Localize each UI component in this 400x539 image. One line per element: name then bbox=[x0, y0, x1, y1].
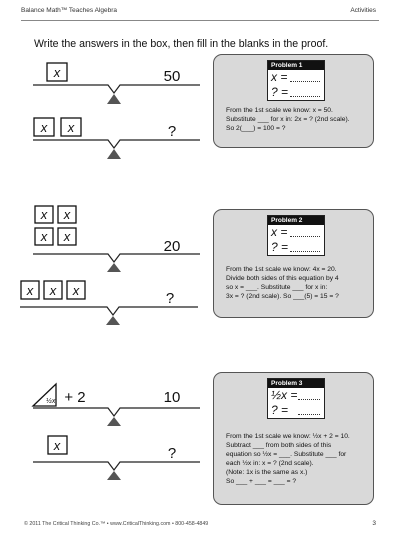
proof-line: each ½x in: x = ? (2nd scale). bbox=[226, 460, 314, 467]
answer-box bbox=[267, 60, 325, 101]
proof-line: Subtract ___ from both sides of this bbox=[226, 442, 332, 449]
header-section: Activities bbox=[350, 7, 376, 14]
x-block-label: x bbox=[63, 207, 71, 222]
x-block-label: x bbox=[63, 229, 71, 244]
balance-beam bbox=[33, 140, 200, 148]
balance-beam bbox=[33, 85, 200, 93]
proof-text bbox=[226, 432, 367, 486]
proof-line: From the 1st scale we know: x = 50. bbox=[226, 107, 333, 114]
x-block-label: x bbox=[49, 283, 57, 298]
problem-title: Problem 3 bbox=[268, 379, 324, 388]
x-block-label: x bbox=[40, 120, 48, 135]
balance-beam bbox=[33, 462, 200, 470]
answer-row-x[interactable]: x = bbox=[268, 70, 324, 85]
answer-row-q[interactable]: ? = bbox=[268, 85, 324, 100]
fulcrum bbox=[107, 417, 121, 426]
x-block-label: x bbox=[53, 65, 61, 80]
problem-title: Problem 2 bbox=[268, 216, 324, 225]
fulcrum bbox=[107, 149, 121, 159]
x-block-label: x bbox=[72, 283, 80, 298]
proof-line: From the 1st scale we know: ½x + 2 = 10. bbox=[226, 433, 350, 440]
instructions: Write the answers in the box, then fill in the blanks in the proof. bbox=[34, 38, 329, 50]
half-x-label: ½x bbox=[46, 398, 56, 405]
x-block-label: x bbox=[67, 120, 75, 135]
page-number: 3 bbox=[372, 520, 376, 527]
proof-line: Divide both sides of this equation by 4 bbox=[226, 275, 339, 282]
proof-line: equation so ½x = ___. Substitute ___ for bbox=[226, 451, 347, 458]
balance-beam bbox=[20, 307, 198, 315]
proof-line: so x = ___. Substitute ___ for x in: bbox=[226, 284, 328, 291]
proof-line: Substitute ___ for x in: 2x = ? (2nd scale). bbox=[226, 116, 350, 123]
proof-text bbox=[226, 106, 367, 133]
header-divider bbox=[21, 20, 379, 21]
fulcrum bbox=[107, 263, 121, 272]
footer-copyright: © 2011 The Critical Thinking Co.™ • www.CriticalThinking.com • 800-458-4849 bbox=[24, 521, 209, 527]
x-block-label: x bbox=[26, 283, 34, 298]
proof-text bbox=[226, 265, 367, 301]
problem-3-scale-2 bbox=[0, 433, 225, 503]
fulcrum bbox=[107, 94, 121, 104]
balance-beam bbox=[33, 254, 200, 262]
answer-box bbox=[267, 215, 325, 256]
right-pan-value: 20 bbox=[163, 238, 181, 255]
proof-line: So ___ + ___ = ___ = ? bbox=[226, 478, 297, 485]
x-block-label: x bbox=[53, 438, 61, 453]
right-pan-value: ? bbox=[167, 123, 177, 140]
problem-2-scale-1 bbox=[0, 203, 225, 273]
problem-title: Problem 1 bbox=[268, 61, 324, 70]
balance-beam bbox=[33, 408, 200, 416]
proof-line: From the 1st scale we know: 4x = 20. bbox=[226, 266, 337, 273]
answer-row-q[interactable]: ? = bbox=[268, 240, 324, 255]
fulcrum bbox=[106, 316, 120, 325]
header-title: Balance Math™ Teaches Algebra bbox=[21, 7, 117, 14]
problem-1-scale-2 bbox=[0, 113, 225, 183]
fulcrum bbox=[107, 471, 121, 480]
right-pan-value: ? bbox=[167, 445, 177, 462]
right-pan-value: 10 bbox=[163, 389, 181, 406]
problem-1-panel bbox=[213, 54, 374, 148]
answer-row-q[interactable]: ? = bbox=[268, 403, 324, 418]
problem-2-scale-2 bbox=[0, 278, 225, 348]
answer-row-half-x[interactable]: ½x = bbox=[268, 388, 324, 403]
answer-row-x[interactable]: x = bbox=[268, 225, 324, 240]
x-block-label: x bbox=[40, 207, 48, 222]
proof-line: (Note: 1x is the same as x.) bbox=[226, 469, 308, 476]
plus-constant: + 2 bbox=[64, 389, 86, 406]
right-pan-value: ? bbox=[165, 290, 175, 307]
answer-box bbox=[267, 378, 325, 419]
x-block-label: x bbox=[40, 229, 48, 244]
problem-2-panel bbox=[213, 209, 374, 318]
proof-line: 3x = ? (2nd scale). So ___(5) = 15 = ? bbox=[226, 293, 339, 300]
problem-3-panel bbox=[213, 372, 374, 505]
proof-line: So 2(___) = 100 = ? bbox=[226, 125, 286, 132]
right-pan-value: 50 bbox=[163, 68, 181, 85]
